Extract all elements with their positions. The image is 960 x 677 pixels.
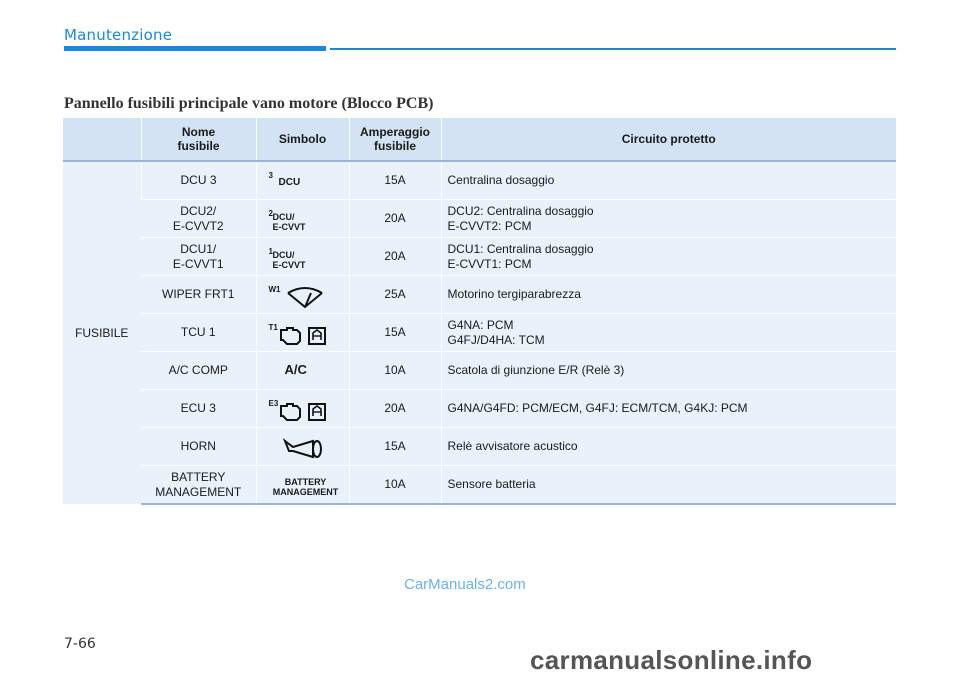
fuse-circuit: Scatola di giunzione E/R (Relè 3)	[441, 352, 896, 390]
dcu-ecvvt-symbol	[263, 242, 343, 272]
horn-icon	[263, 432, 343, 462]
fuse-name: DCU2/ E-CVVT2	[141, 200, 256, 238]
header-circuit: Circuito protetto	[441, 118, 896, 161]
fuse-circuit: Relè avvisatore acustico	[441, 428, 896, 466]
header-symbol: Simbolo	[256, 118, 349, 161]
table-row	[63, 428, 896, 466]
fuse-symbol	[256, 161, 349, 200]
fuse-name: DCU1/ E-CVVT1	[141, 238, 256, 276]
fuse-circuit: G4NA/G4FD: PCM/ECM, G4FJ: ECM/TCM, G4KJ: PCM	[441, 390, 896, 428]
symbol-superscript: 2	[268, 208, 273, 218]
table-row	[63, 466, 896, 505]
engine-transmission-icon	[263, 394, 343, 424]
symbol-superscript: 1	[268, 246, 273, 256]
fuse-name: WIPER FRT1	[141, 276, 256, 314]
fuse-circuit: Sensore batteria	[441, 466, 896, 505]
fuse-symbol	[256, 200, 349, 238]
wiper-icon	[263, 280, 343, 310]
fuse-symbol	[256, 276, 349, 314]
header-amperage	[349, 118, 441, 161]
fuse-circuit: Motorino tergiparabrezza	[441, 276, 896, 314]
symbol-superscript: E3	[268, 398, 279, 408]
fuse-name: TCU 1	[141, 314, 256, 352]
header-group	[63, 118, 141, 161]
fuse-amperage: 10A	[349, 466, 441, 505]
fuse-symbol	[256, 466, 349, 505]
fuse-name: HORN	[141, 428, 256, 466]
symbol-text: DCU	[278, 176, 301, 188]
fuse-circuit: Centralina dosaggio	[441, 161, 896, 200]
engine-transmission-icon	[263, 318, 343, 348]
fuse-amperage: 20A	[349, 390, 441, 428]
fuse-name: BATTERY MANAGEMENT	[141, 466, 256, 505]
fuse-amperage: 15A	[349, 314, 441, 352]
fuse-symbol	[256, 390, 349, 428]
fuse-name: DCU 3	[141, 161, 256, 200]
fuse-symbol	[256, 428, 349, 466]
page-number: 7-66	[64, 636, 96, 652]
section-rule-thin	[330, 48, 896, 50]
symbol-superscript: W1	[268, 284, 281, 294]
fuse-amperage: 20A	[349, 238, 441, 276]
table-row	[63, 161, 896, 200]
battery-management-symbol	[263, 470, 343, 500]
dcu-symbol	[263, 166, 343, 196]
symbol-superscript: T1	[268, 322, 278, 332]
fuse-amperage: 20A	[349, 200, 441, 238]
symbol-superscript: 3	[268, 170, 273, 180]
fuse-symbol	[256, 314, 349, 352]
table-row	[63, 314, 896, 352]
fuse-symbol	[256, 238, 349, 276]
symbol-text: BATTERY MANAGEMENT	[272, 476, 339, 497]
table-row	[63, 238, 896, 276]
group-label: FUSIBILE	[63, 161, 141, 504]
ac-symbol	[263, 356, 343, 386]
fuse-circuit: DCU1: Centralina dosaggio E-CVVT1: PCM	[441, 238, 896, 276]
symbol-text: A/C	[284, 361, 307, 377]
table-row	[63, 352, 896, 390]
fuse-name: A/C COMP	[141, 352, 256, 390]
table-row	[63, 390, 896, 428]
fuse-name: ECU 3	[141, 390, 256, 428]
fuse-table	[63, 118, 896, 505]
symbol-text: DCU/ E-CVVT	[272, 211, 306, 232]
fuse-circuit: DCU2: Centralina dosaggio E-CVVT2: PCM	[441, 200, 896, 238]
page-heading: Pannello fusibili principale vano motore (Blocco PCB)	[64, 95, 434, 112]
watermark: CarManuals2.com	[404, 576, 526, 593]
table-row	[63, 200, 896, 238]
header-fuse-name	[141, 118, 256, 161]
table-header-row	[63, 118, 896, 161]
section-rule-thick	[64, 46, 326, 51]
header-amperage-label: Amperaggio fusibile	[359, 125, 430, 153]
fuse-amperage: 15A	[349, 428, 441, 466]
dcu-ecvvt-symbol	[263, 204, 343, 234]
fuse-symbol	[256, 352, 349, 390]
table-row	[63, 276, 896, 314]
footer-watermark: carmanualsonline.info	[530, 645, 813, 675]
fuse-circuit: G4NA: PCM G4FJ/D4HA: TCM	[441, 314, 896, 352]
header-fuse-name-label: Nome fusibile	[177, 125, 220, 153]
fuse-amperage: 25A	[349, 276, 441, 314]
fuse-amperage: 15A	[349, 161, 441, 200]
symbol-text: DCU/ E-CVVT	[272, 249, 306, 270]
section-title: Manutenzione	[64, 26, 173, 44]
fuse-amperage: 10A	[349, 352, 441, 390]
